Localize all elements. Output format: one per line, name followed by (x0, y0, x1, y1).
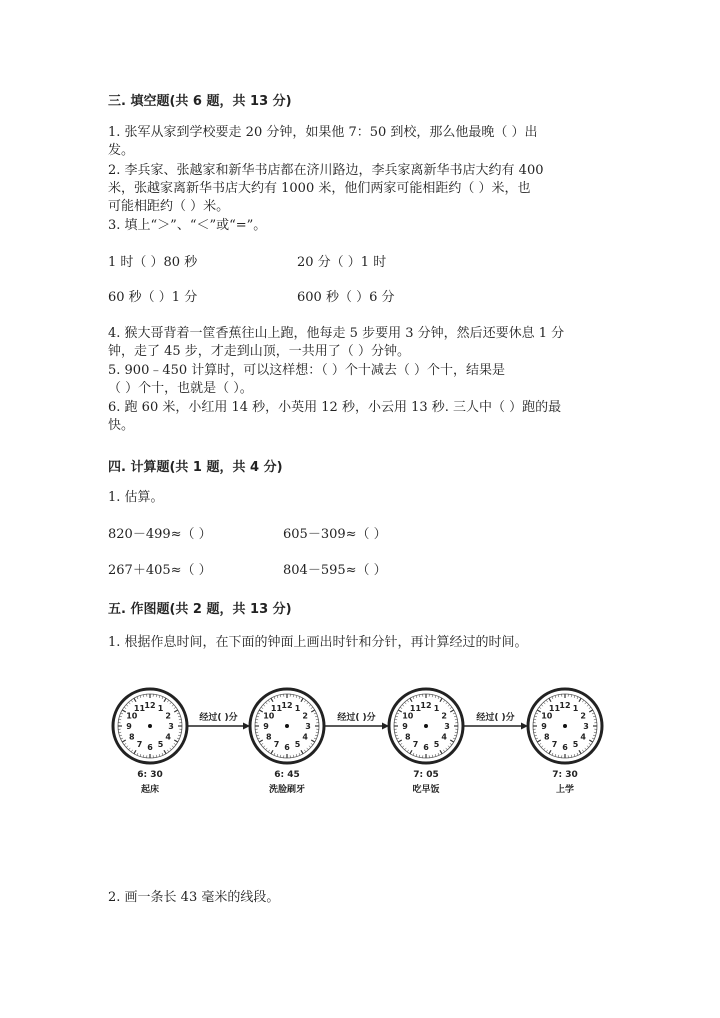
q6-line2: 快。 (108, 418, 135, 433)
clock-time-label: 6: 30 (137, 770, 163, 780)
clock-numeral: 8 (266, 732, 272, 742)
compare-item: 20 分（ ）1 时 (297, 255, 387, 270)
clock-numeral: 12 (144, 701, 156, 710)
clock-face (113, 689, 187, 763)
clock-numeral: 7 (273, 740, 280, 750)
compare-item: 1 时（ ）80 秒 (108, 255, 198, 270)
clock-numeral: 9 (541, 722, 547, 731)
clock-numeral: 5 (294, 740, 301, 750)
elapsed-time-label: 经过( )分 (199, 713, 238, 723)
clock-numeral: 1 (294, 703, 301, 713)
section4-heading: 四. 计算题(共 1 题，共 4 分) (108, 460, 283, 475)
clock-numeral: 5 (433, 740, 440, 750)
clock-face (528, 689, 602, 763)
q2-line2: 米，张越家离新华书店大约有 1000 米，他们两家可能相距约（ ）米，也 (108, 181, 531, 196)
clock-activity-label: 上学 (555, 785, 575, 795)
estimate-item: 804－595≈（ ） (283, 563, 387, 578)
clock-center-dot (148, 724, 152, 728)
q4-line1: 4. 猴大哥背着一筐香蕉往山上跑，他每走 5 步要用 3 分钟，然后还要休息 1 分 (108, 326, 565, 341)
clock-numeral: 10 (402, 711, 414, 721)
q2-line1: 2. 李兵家、张越家和新华书店都在济川路边，李兵家离新华书店大约有 400 (108, 163, 544, 178)
q6-line1: 6. 跑 60 米，小红用 14 秒，小英用 12 秒，小云用 13 秒. 三人中（ ）跑的最 (108, 400, 562, 415)
q5-line2: （ ）个十，也就是（ ）。 (108, 381, 253, 396)
clock-center-dot (563, 724, 567, 728)
clock-numeral: 7 (412, 740, 419, 750)
elapsed-time-label: 经过( )分 (337, 713, 376, 723)
clock-numeral: 7 (136, 740, 143, 750)
clock-numeral: 4 (165, 732, 171, 742)
clock-numeral: 8 (405, 732, 411, 742)
estimate-item: 267＋405≈（ ） (108, 563, 212, 578)
estimate-intro: 1. 估算。 (108, 490, 164, 505)
q1-line1: 1. 张军从家到学校要走 20 分钟，如果他 7：50 到校，那么他最晚（ ）出 (108, 125, 538, 140)
section3-heading: 三. 填空题(共 6 题，共 13 分) (108, 94, 292, 109)
clock-numeral: 12 (559, 701, 571, 710)
section5-heading: 五. 作图题(共 2 题，共 13 分) (108, 602, 292, 617)
schedule-clock-figure (110, 685, 610, 797)
clock-center-dot (285, 724, 289, 728)
clock-numeral: 12 (420, 701, 432, 710)
clock-numeral: 4 (441, 732, 447, 742)
estimate-item: 820－499≈（ ） (108, 527, 212, 542)
compare-item: 600 秒（ ）6 分 (297, 290, 395, 305)
clock-activity-label: 洗脸刷牙 (268, 785, 306, 795)
clock-numeral: 10 (126, 711, 138, 721)
clock-face (389, 689, 463, 763)
clock-numeral: 9 (263, 722, 269, 731)
q3-text: 3. 填上“＞”、“＜”或“=”。 (108, 218, 267, 233)
elapsed-time-label: 经过( )分 (476, 713, 515, 723)
q4-line2: 钟，走了 45 步，才走到山顶，一共用了（ ）分钟。 (108, 344, 410, 359)
clock-numeral: 11 (548, 703, 561, 713)
clock-time-label: 7: 05 (413, 770, 439, 780)
clock-numeral: 1 (157, 703, 164, 713)
clock-center-dot (424, 724, 428, 728)
clock-numeral: 10 (541, 711, 553, 721)
clock-numeral: 8 (129, 732, 135, 742)
clock-numeral: 12 (281, 701, 293, 710)
q1-line2: 发。 (108, 143, 135, 158)
clock-numeral: 11 (409, 703, 422, 713)
clock-numeral: 6 (423, 743, 429, 752)
q2-line3: 可能相距约（ ）米。 (108, 199, 230, 214)
clock-numeral: 2 (580, 711, 586, 721)
estimate-item: 605－309≈（ ） (283, 527, 387, 542)
clock-activity-label: 起床 (140, 785, 160, 795)
compare-item: 60 秒（ ）1 分 (108, 290, 198, 305)
clock-numeral: 2 (441, 711, 447, 721)
clock-face (250, 689, 324, 763)
clock-numeral: 6 (147, 743, 153, 752)
clock-numeral: 8 (544, 732, 550, 742)
clock-time-label: 6: 45 (274, 770, 300, 780)
clock-numeral: 1 (572, 703, 579, 713)
clock-numeral: 2 (165, 711, 171, 721)
drawing-q1-text: 1. 根据作息时间，在下面的钟面上画出时针和分针，再计算经过的时间。 (108, 635, 528, 650)
clock-numeral: 6 (562, 743, 568, 752)
clock-numeral: 9 (402, 722, 408, 731)
clock-numeral: 3 (168, 722, 174, 731)
clock-time-label: 7: 30 (552, 770, 578, 780)
clock-activity-label: 吃早饭 (412, 785, 440, 795)
clock-numeral: 1 (433, 703, 440, 713)
clock-numeral: 2 (302, 711, 308, 721)
clock-numeral: 3 (305, 722, 311, 731)
clock-numeral: 5 (157, 740, 164, 750)
clock-numeral: 4 (302, 732, 308, 742)
clock-numeral: 11 (133, 703, 146, 713)
clock-numeral: 11 (270, 703, 283, 713)
clock-numeral: 3 (444, 722, 450, 731)
clock-numeral: 7 (551, 740, 558, 750)
clock-numeral: 6 (284, 743, 290, 752)
clock-numeral: 4 (580, 732, 586, 742)
clock-numeral: 3 (583, 722, 589, 731)
clock-numeral: 9 (126, 722, 132, 731)
drawing-q2-text: 2. 画一条长 43 毫米的线段。 (108, 890, 280, 905)
q5-line1: 5. 900﹣450 计算时，可以这样想：（ ）个十减去（ ）个十，结果是 (108, 363, 506, 378)
clock-numeral: 5 (572, 740, 579, 750)
clock-numeral: 10 (263, 711, 275, 721)
